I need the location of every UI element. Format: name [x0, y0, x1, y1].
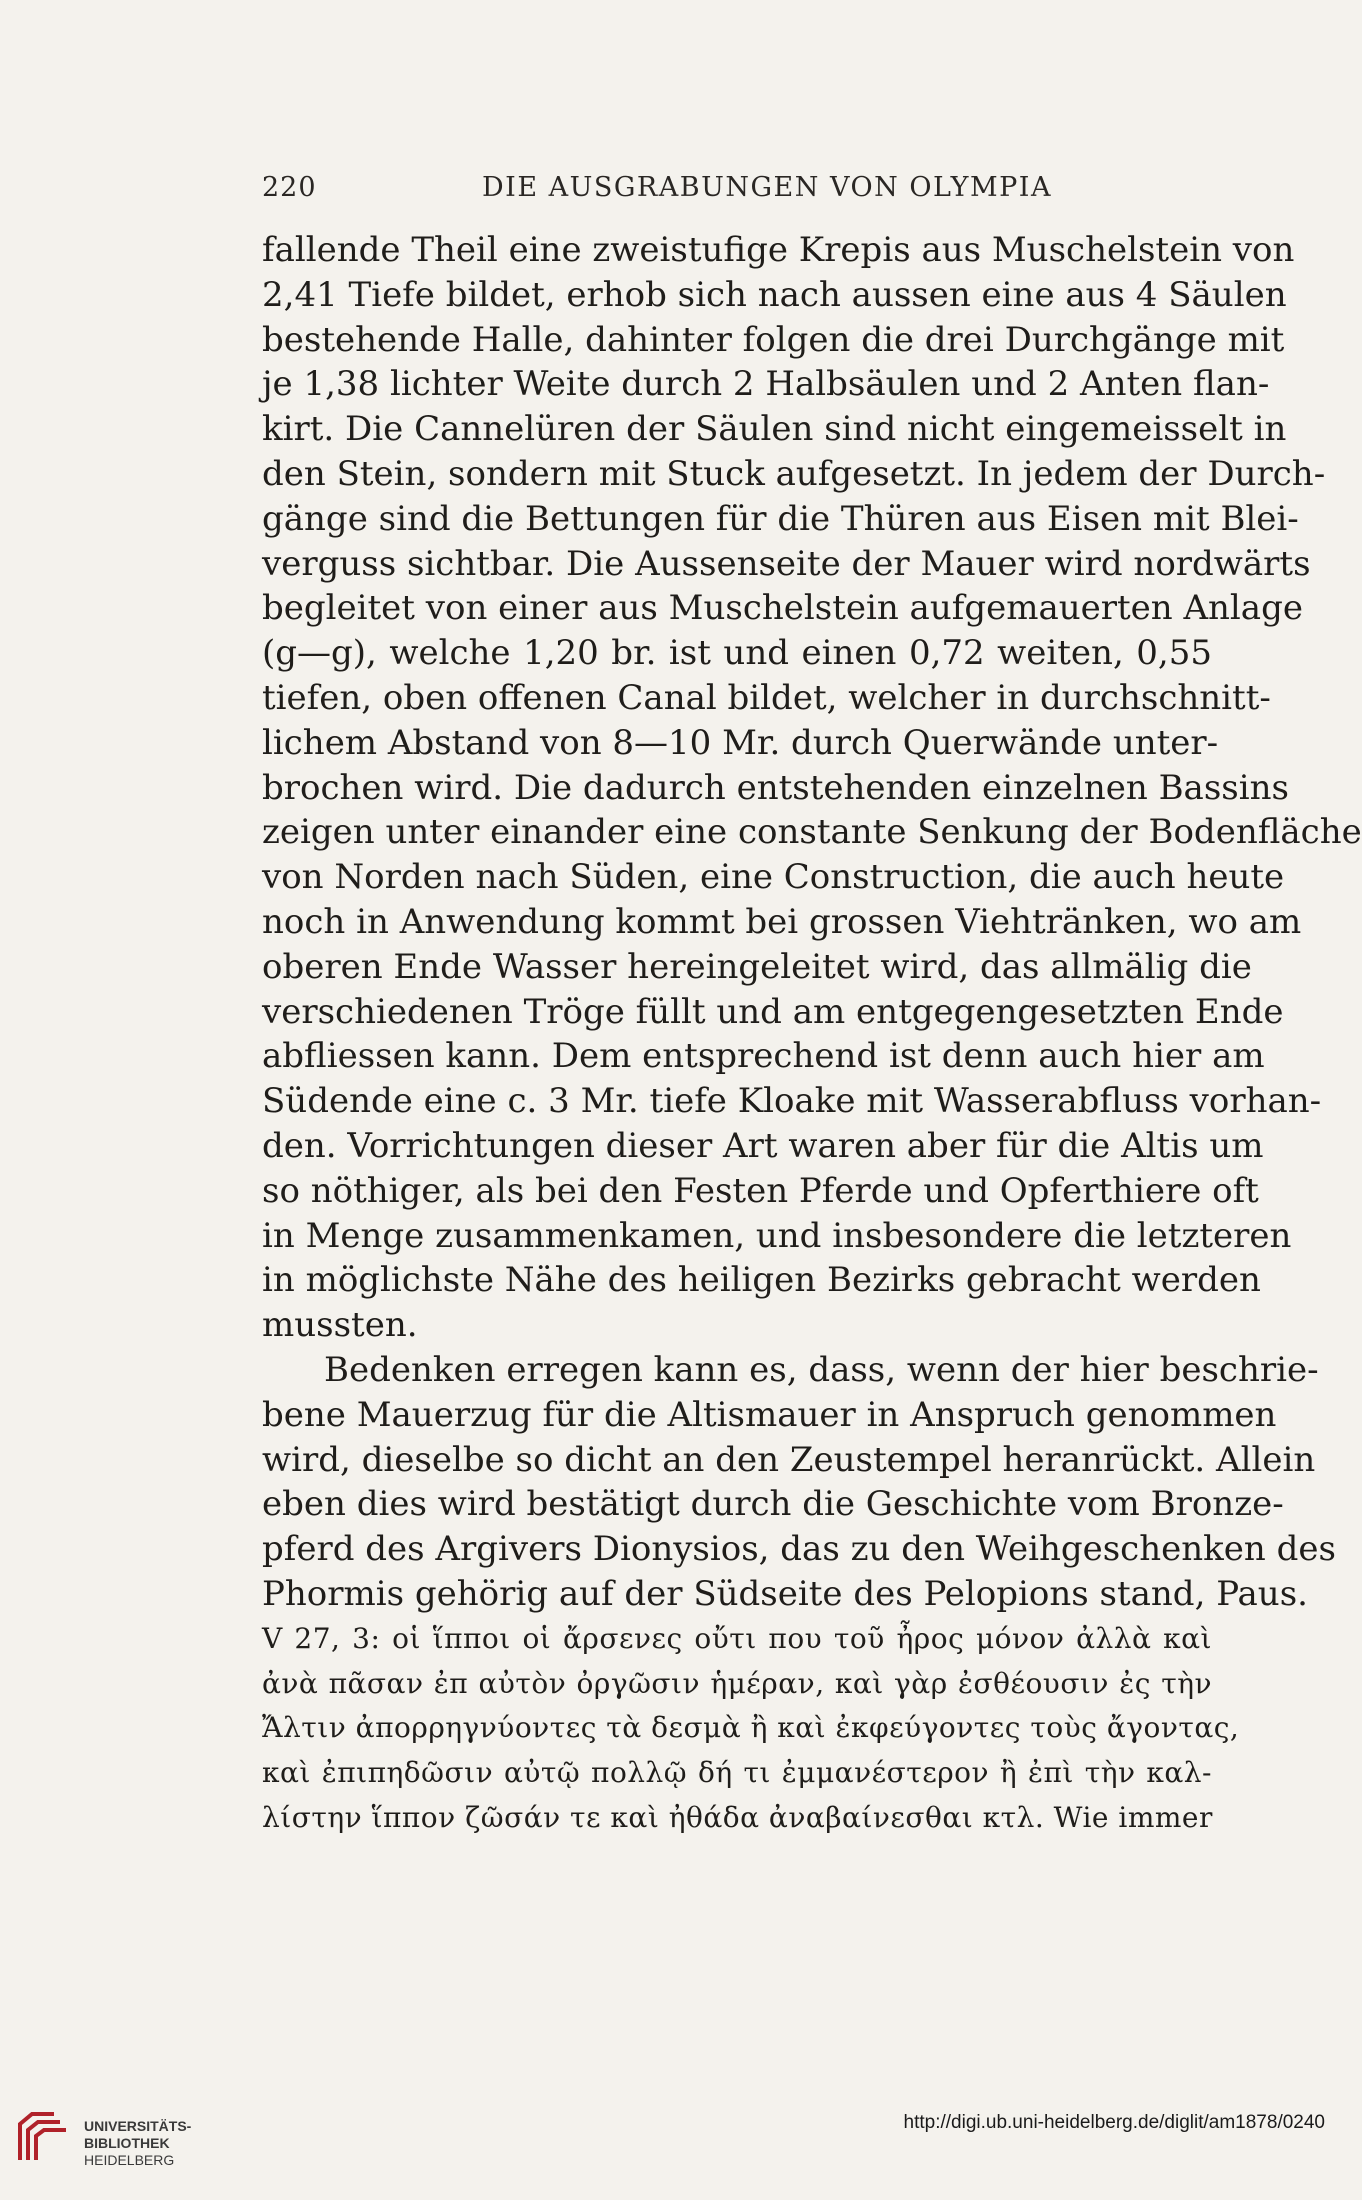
text-line: pferd des Argivers Dionysios, das zu den Weihgeschenken des — [262, 1529, 1336, 1570]
text-line: Phormis gehörig auf der Südseite des Pelopions stand, Paus. — [262, 1573, 1308, 1614]
text-line: so nöthiger, als bei den Festen Pferde und Opferthiere oft — [262, 1170, 1259, 1211]
text-line: mussten. — [262, 1305, 418, 1346]
body-text — [262, 228, 1362, 1841]
page-number: 220 — [262, 172, 317, 203]
text-line: oberen Ende Wasser hereingeleitet wird, das allmälig die — [262, 946, 1252, 987]
text-line: bestehende Halle, dahinter folgen die drei Durchgänge mit — [262, 319, 1285, 360]
text-line: den. Vorrichtungen dieser Art waren aber für die Altis um — [262, 1125, 1264, 1166]
text-line: fallende Theil eine zweistufige Krepis aus Muschelstein von — [262, 230, 1295, 270]
text-line: 2,41 Tiefe bildet, erhob sich nach aussen eine aus 4 Säulen — [262, 274, 1287, 315]
text-line: verschiedenen Tröge füllt und am entgegengesetzten Ende — [262, 991, 1284, 1032]
text-line: noch in Anwendung kommt bei grossen Viehtränken, wo am — [262, 901, 1302, 942]
text-line: in Menge zusammenkamen, und insbesondere die letzteren — [262, 1215, 1292, 1256]
text-line: λίστην ἵππον ζῶσάν τε καὶ ἠθάδα ἀναβαίνεσθαι κτλ. Wie immer — [262, 1800, 1213, 1834]
library-logo — [14, 2098, 192, 2168]
text-line: verguss sichtbar. Die Aussenseite der Mauer wird nordwärts — [262, 543, 1311, 584]
text-line: eben dies wird bestätigt durch die Geschichte vom Bronze- — [262, 1484, 1284, 1525]
text-line: brochen wird. Die dadurch entstehenden einzelnen Bassins — [262, 767, 1289, 808]
text-line: bene Mauerzug für die Altismauer in Anspruch genommen — [262, 1394, 1277, 1435]
library-name-line: HEIDELBERG — [84, 2152, 175, 2168]
text-line: Südende eine c. 3 Mr. tiefe Kloake mit Wasserabfluss vorhan- — [262, 1081, 1322, 1122]
text-line: wird, dieselbe so dicht an den Zeustempel heranrückt. Allein — [262, 1439, 1316, 1480]
text-line: tiefen, oben offenen Canal bildet, welcher in durchschnitt- — [262, 677, 1271, 718]
text-line: begleitet von einer aus Muschelstein aufgemauerten Anlage — [262, 588, 1303, 629]
library-name-line: UNIVERSITÄTS- — [84, 2118, 192, 2134]
text-line: in möglichste Nähe des heiligen Bezirks gebracht werden — [262, 1260, 1261, 1301]
text-line: je 1,38 lichter Weite durch 2 Halbsäulen und 2 Anten flan- — [262, 364, 1270, 405]
text-line: gänge sind die Bettungen für die Thüren aus Eisen mit Blei- — [262, 498, 1299, 539]
running-head — [262, 172, 1212, 212]
text-line: Ἄλτιν ἀπορρηγνύοντες τὰ δεσμὰ ἢ καὶ ἐκφεύγοντες τοὺς ἄγοντας, — [262, 1711, 1240, 1745]
text-line: kirt. Die Cannelüren der Säulen sind nicht eingemeisselt in — [262, 409, 1287, 450]
text-line: von Norden nach Süden, eine Construction, die auch heute — [262, 857, 1285, 898]
text-line: zeigen unter einander eine constante Senkung der Bodenfläche — [262, 812, 1362, 853]
library-name — [84, 2118, 191, 2169]
text-line: Bedenken erregen kann es, dass, wenn der hier beschrie- — [324, 1349, 1319, 1390]
running-title: DIE AUSGRABUNGEN VON OLYMPIA — [482, 172, 1052, 203]
library-logo-icon — [14, 2108, 72, 2166]
text-line: καὶ ἐπιπηδῶσιν αὐτῷ πολλῷ δή τι ἐμμανέστερον ἢ ἐπὶ τὴν καλ- — [262, 1756, 1212, 1790]
text-line: den Stein, sondern mit Stuck aufgesetzt. In jedem der Durch- — [262, 453, 1326, 494]
text-line: ἀνὰ πᾶσαν ἐπ αὐτὸν ὀργῶσιν ἡμέραν, καὶ γὰρ ἐσθέουσιν ἐς τὴν — [262, 1666, 1212, 1700]
text-line: (g—g), welche 1,20 br. ist und einen 0,72 weiten, 0,55 — [262, 633, 1212, 674]
source-url[interactable]: http://digi.ub.uni-heidelberg.de/diglit/am1878/0240 — [903, 2112, 1325, 2133]
library-name-line: BIBLIOTHEK — [84, 2135, 170, 2151]
text-line: abfliessen kann. Dem entsprechend ist denn auch hier am — [262, 1036, 1265, 1077]
text-line: lichem Abstand von 8—10 Mr. durch Querwände unter- — [262, 722, 1219, 763]
text-line: V 27, 3: οἱ ἵπποι οἱ ἄρσενες οὔτι που τοῦ ἦρος μόνον ἀλλὰ καὶ — [262, 1621, 1212, 1655]
